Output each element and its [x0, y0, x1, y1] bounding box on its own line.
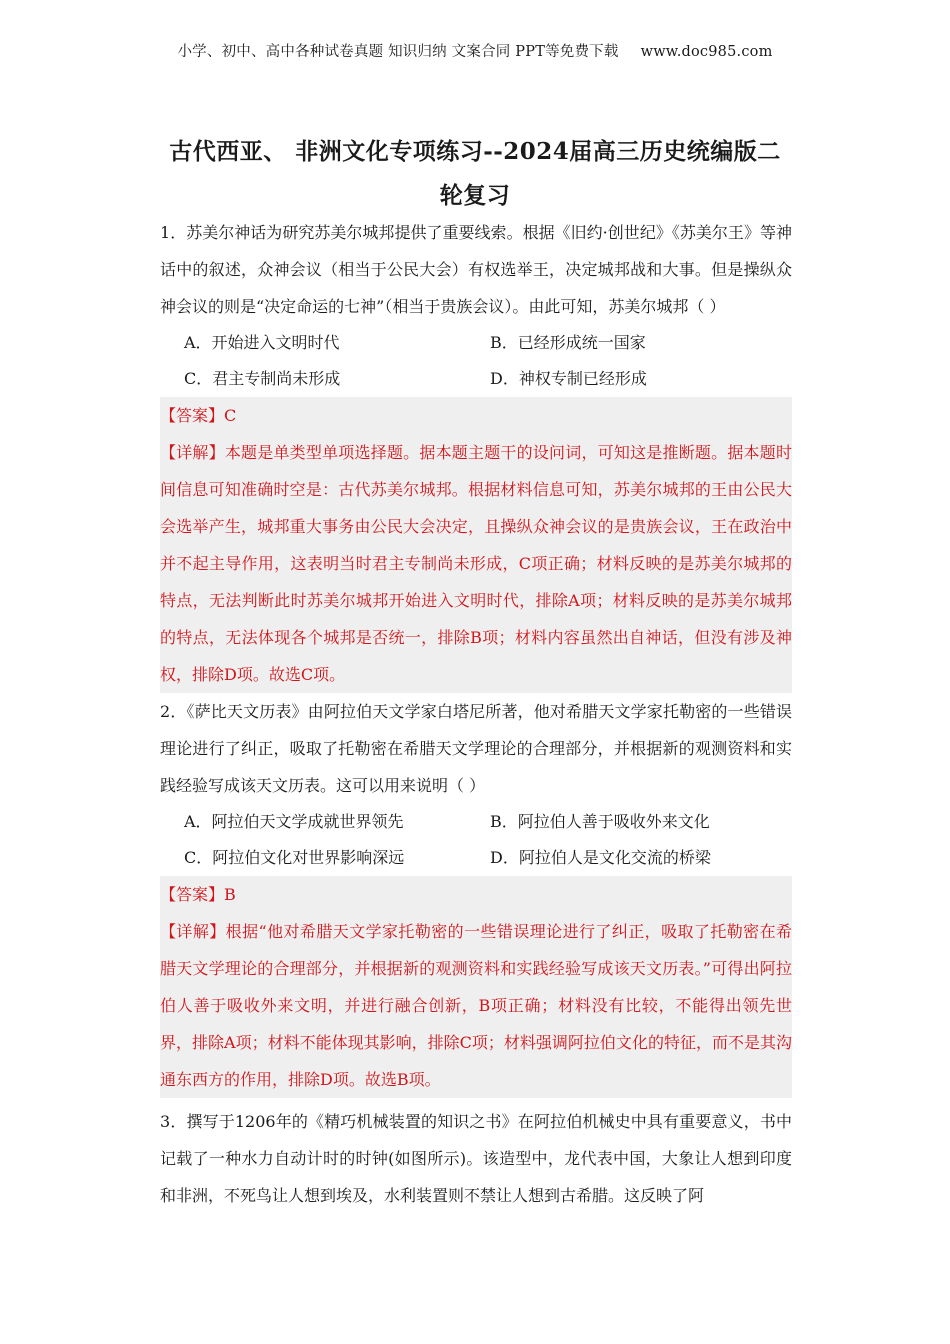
option-a: A．阿拉伯天文学成就世界领先: [184, 812, 404, 831]
answer-line: [160, 397, 792, 434]
option-c: C．阿拉伯文化对世界影响深远: [184, 848, 405, 867]
question-1: [160, 214, 792, 693]
question-2: [160, 693, 792, 1098]
option-grid: [160, 804, 792, 876]
page-header: [0, 40, 950, 61]
option-d: D．阿拉伯人是文化交流的桥梁: [490, 848, 711, 867]
detail-line: [160, 913, 792, 1098]
detail-line: [160, 434, 792, 693]
question-stem: 1．苏美尔神话为研究苏美尔城邦提供了重要线索。根据《旧约·创世纪》《苏美尔王》等神话中的叙述，众神会议（相当于公民大会）有权选举王，决定城邦战和大事。但是操纵众神会议的则是“决定命运的七神”（相当于贵族会议）。由此可知，苏美尔城邦（ ）: [160, 223, 792, 316]
detail-text: 根据“他对希腊天文学家托勒密的一些错误理论进行了纠正，吸取了托勒密在希腊天文学理论的合理部分，并根据新的观测资料和实践经验写成该天文历表。”可得出阿拉伯人善于吸收外来文明，并进行融合创新，B项正确；材料没有比较，不能得出领先世界，排除A项；材料不能体现其影响，排除C项；材料强调阿拉伯文化的特征，而不是其沟通东西方的作用，排除D项。故选B项。: [160, 922, 792, 1089]
option-a: A．开始进入文明时代: [184, 333, 340, 352]
answer-tag: 【答案】: [160, 406, 225, 425]
question-stem: 2．《萨比天文历表》由阿拉伯天文学家白塔尼所著，他对希腊天文学家托勒密的一些错误理论进行了纠正，吸取了托勒密在希腊天文学理论的合理部分，并根据新的观测资料和实践经验写成该天文历表。这可以用来说明（ ）: [160, 702, 792, 795]
option-b: B．已经形成统一国家: [490, 333, 646, 352]
question-stem: 3．撰写于1206年的《精巧机械装置的知识之书》在阿拉伯机械史中具有重要意义，书中记载了一种水力自动计时的时钟(如图所示)。该造型中，龙代表中国，大象让人想到印度和非洲，不死鸟让人想到埃及，水利装置则不禁让人想到古希腊。这反映了阿: [160, 1112, 792, 1205]
detail-text: 本题是单类型单项选择题。据本题主题干的设问词，可知这是推断题。据本题时间信息可知准确时空是：古代苏美尔城邦。根据材料信息可知，苏美尔城邦的王由公民大会选举产生，城邦重大事务由公民大会决定，且操纵众神会议的是贵族会议，王在政治中并不起主导作用，这表明当时君主专制尚未形成，C项正确；材料反映的是苏美尔城邦的特点，无法判断此时苏美尔城邦开始进入文明时代，排除A项；材料反映的是苏美尔城邦的特点，无法体现各个城邦是否统一，排除B项；材料内容虽然出自神话，但没有涉及神权，排除D项。故选C项。: [160, 443, 792, 684]
option-c: C．君主专制尚未形成: [184, 369, 341, 388]
answer-block: [160, 397, 792, 693]
header-website: www.doc985.com: [640, 44, 773, 60]
answer-value: B: [224, 885, 236, 904]
answer-tag: 【答案】: [160, 885, 225, 904]
detail-tag: 【详解】: [160, 922, 226, 941]
answer-line: [160, 876, 792, 913]
detail-tag: 【详解】: [160, 443, 225, 462]
question-3: [160, 1103, 792, 1214]
answer-value: C: [224, 406, 237, 425]
question-list: [160, 214, 792, 1214]
header-promo-text: 小学、初中、高中各种试卷真题 知识归纳 文案合同 PPT等免费下载: [177, 44, 619, 60]
option-grid: [160, 325, 792, 397]
option-b: B．阿拉伯人善于吸收外来文化: [490, 812, 710, 831]
document-title-line2: 轮复习: [439, 182, 511, 209]
answer-block: [160, 876, 792, 1098]
document-title-line1: 古代西亚、 非洲文化专项练习--2024届高三历史统编版二: [169, 138, 781, 165]
option-d: D．神权专制已经形成: [490, 369, 647, 388]
